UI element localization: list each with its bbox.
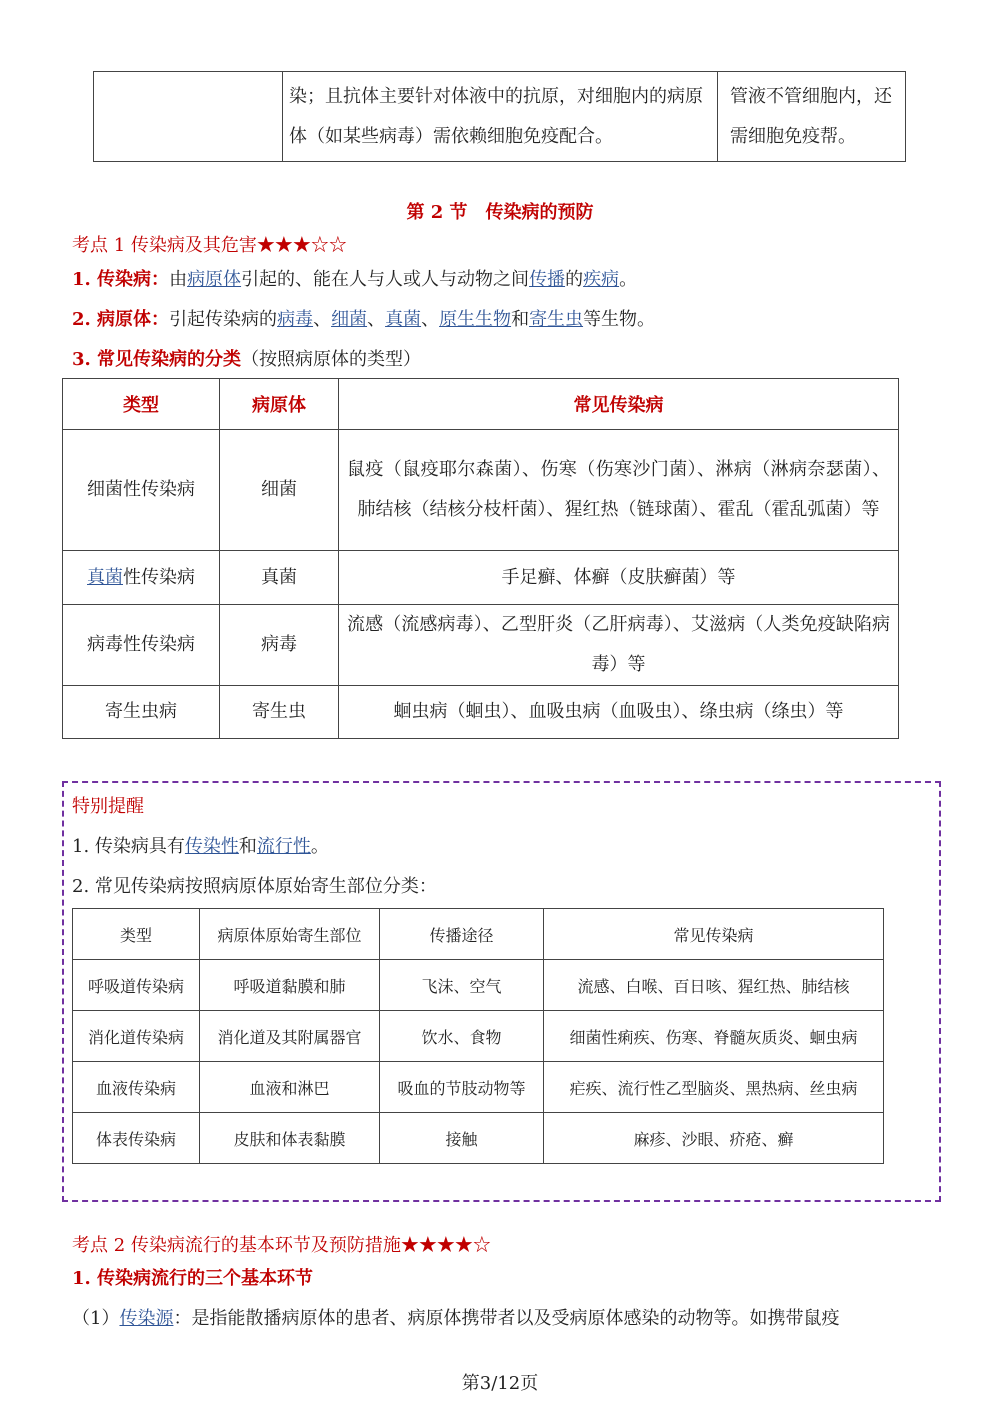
text: （1）: [72, 1308, 120, 1329]
table-cell: 蛔虫病（蛔虫）、血吸虫病（血吸虫）、绦虫病（绦虫）等: [339, 686, 899, 739]
table-row: [73, 1113, 884, 1164]
note: （按照病原体的类型）: [241, 349, 422, 370]
table-cell: 体表传染病: [73, 1113, 200, 1164]
label: 2. 病原体：: [72, 309, 170, 330]
label: 1. 传染病：: [72, 269, 170, 290]
page-number: 第3/12页: [461, 1373, 539, 1394]
table-cell: 染；且抗体主要针对体液中的抗原，对细胞内的病原体（如某些病毒）需依赖细胞免疫配合。: [283, 72, 718, 162]
table-row: [63, 686, 899, 739]
reminder-point-1: [72, 832, 329, 858]
header-cell: 常见传染病: [339, 379, 899, 430]
table-cell: 疟疾、流行性乙型脑炎、黑热病、丝虫病: [544, 1062, 884, 1113]
text: 和: [511, 309, 530, 330]
table-row: [73, 1011, 884, 1062]
text: 。: [619, 269, 638, 290]
label: 3. 常见传染病的分类: [72, 349, 242, 370]
table-cell: 血液传染病: [73, 1062, 200, 1113]
link-term[interactable]: 原生生物: [439, 309, 512, 330]
header-cell: 病原体: [220, 379, 339, 430]
table-cell: 流感、白喉、百日咳、猩红热、肺结核: [544, 960, 884, 1011]
table-row: [73, 960, 884, 1011]
table-cell: 管液不管细胞内，还需细胞免疫帮。: [718, 72, 906, 162]
table-cell: 病毒性传染病: [63, 605, 220, 686]
table-cell: 细菌: [220, 430, 339, 551]
header-cell: 病原体原始寄生部位: [200, 909, 380, 960]
reminder-title: 特别提醒: [72, 796, 144, 817]
table-cell: 细菌性痢疾、伤寒、脊髓灰质炎、蛔虫病: [544, 1011, 884, 1062]
text: 。: [310, 836, 329, 857]
link-term[interactable]: 细菌: [331, 309, 368, 330]
table-cell: 麻疹、沙眼、疥疮、癣: [544, 1113, 884, 1164]
table-row: [94, 72, 906, 162]
kp1-title: 考点 1 传染病及其危害★★★☆☆: [72, 235, 347, 256]
classification-heading: [72, 345, 421, 371]
table-cell: 呼吸道黏膜和肺: [200, 960, 380, 1011]
link-term[interactable]: 真菌: [385, 309, 422, 330]
header-cell: 类型: [73, 909, 200, 960]
link-term[interactable]: 流行性: [256, 836, 311, 857]
section-title: 第 2 节 传染病的预防: [406, 202, 594, 223]
table-cell: [63, 551, 220, 605]
table-cell: 真菌: [220, 551, 339, 605]
table-cell: 病毒: [220, 605, 339, 686]
header-cell: 传播途径: [380, 909, 544, 960]
table-cell: 流感（流感病毒）、乙型肝炎（乙肝病毒）、艾滋病（人类免疫缺陷病毒）等: [339, 605, 899, 686]
link-term[interactable]: 传染源: [119, 1308, 174, 1329]
pathogen-type-table: [62, 378, 899, 739]
table-cell: 手足癣、体癣（皮肤癣菌）等: [339, 551, 899, 605]
header-cell: 类型: [63, 379, 220, 430]
link-term[interactable]: 传播: [529, 269, 566, 290]
table-row: [63, 605, 899, 686]
table-cell: 鼠疫（鼠疫耶尔森菌）、伤寒（伤寒沙门菌）、淋病（淋病奈瑟菌）、肺结核（结核分枝杆菌）、猩红热（链球菌）、霍乱（霍乱弧菌）等: [339, 430, 899, 551]
table-cell: 细菌性传染病: [63, 430, 220, 551]
header-cell: 常见传染病: [544, 909, 884, 960]
table-cell: 消化道及其附属器官: [200, 1011, 380, 1062]
kp2-title: 考点 2 传染病流行的基本环节及预防措施★★★★☆: [72, 1235, 491, 1256]
link-term[interactable]: 寄生虫: [529, 309, 584, 330]
table-cell: 吸血的节肢动物等: [380, 1062, 544, 1113]
table-cell: 接触: [380, 1113, 544, 1164]
link-term[interactable]: 病毒: [277, 309, 314, 330]
text: 引起传染病的: [169, 309, 278, 330]
text: 、: [421, 309, 440, 330]
definition-pathogen: [72, 305, 655, 331]
table-cell: 饮水、食物: [380, 1011, 544, 1062]
kp2-subheading: 1. 传染病流行的三个基本环节: [72, 1268, 314, 1289]
table-cell: 皮肤和体表黏膜: [200, 1113, 380, 1164]
link-term[interactable]: 疾病: [583, 269, 620, 290]
table-row: [73, 1062, 884, 1113]
table-row: [63, 551, 899, 605]
table-header-row: [63, 379, 899, 430]
text: 的: [565, 269, 584, 290]
table-cell: 寄生虫病: [63, 686, 220, 739]
text: 等生物。: [583, 309, 656, 330]
link-term[interactable]: 病原体: [187, 269, 242, 290]
reminder-point-2: 2. 常见传染病按照病原体原始寄生部位分类：: [72, 876, 437, 897]
table-cell: 血液和淋巴: [200, 1062, 380, 1113]
infection-source-paragraph: [72, 1304, 839, 1330]
continued-table: [93, 71, 906, 162]
table-cell: 寄生虫: [220, 686, 339, 739]
table-header-row: [73, 909, 884, 960]
definition-infectious-disease: [72, 265, 637, 291]
table-cell: 呼吸道传染病: [73, 960, 200, 1011]
text: 由: [169, 269, 188, 290]
text: 1. 传染病具有: [72, 836, 185, 857]
parasitic-site-table: [72, 908, 884, 1164]
table-row: [63, 430, 899, 551]
text: ：是指能散播病原体的患者、病原体携带者以及受病原体感染的动物等。如携带鼠疫: [173, 1308, 840, 1329]
table-cell: [94, 72, 283, 162]
text: 引起的、能在人与人或人与动物之间: [241, 269, 530, 290]
text: 性传染病: [123, 566, 195, 588]
text: 和: [238, 836, 257, 857]
text: 、: [313, 309, 332, 330]
link-term[interactable]: 传染性: [184, 836, 239, 857]
table-cell: 飞沫、空气: [380, 960, 544, 1011]
table-cell: 消化道传染病: [73, 1011, 200, 1062]
text: 、: [367, 309, 386, 330]
link-term[interactable]: 真菌: [87, 566, 123, 588]
